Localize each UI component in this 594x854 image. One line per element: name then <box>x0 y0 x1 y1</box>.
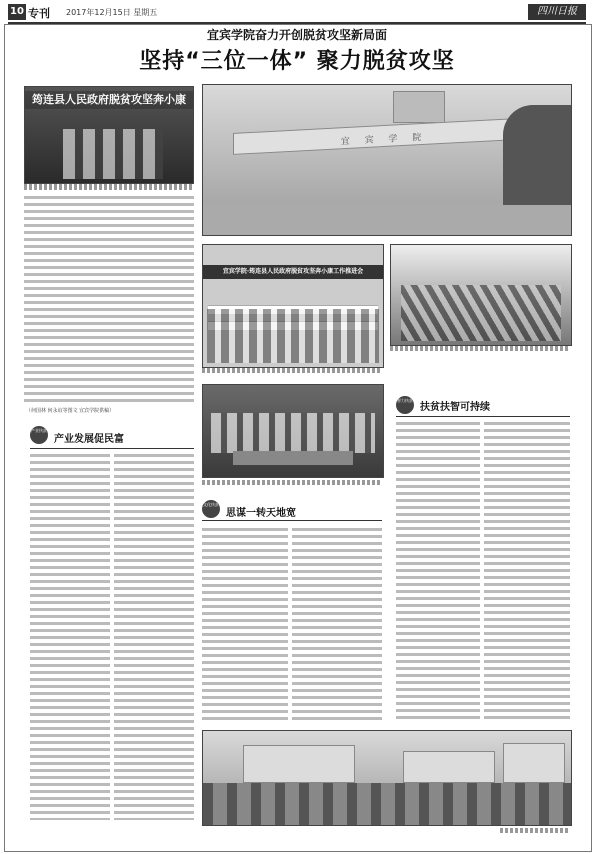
section-badge-industry: 产业扶贫 <box>30 426 48 444</box>
section-title-industry: 产业发展促民富 <box>54 434 124 445</box>
section-label: 专刊 <box>28 7 50 20</box>
signing-photo <box>202 384 384 478</box>
signing-table <box>233 451 353 465</box>
ceremony-banner: 筠连县人民政府脱贫攻坚奔小康 <box>25 91 193 109</box>
headline-subtitle: 宜宾学院奋力开创脱贫攻坚新局面 <box>206 28 387 42</box>
meeting-caption <box>202 368 382 373</box>
culture-text-col1 <box>202 526 288 722</box>
campus-lawn <box>203 783 571 825</box>
meeting-photo <box>202 244 384 368</box>
meeting-banner: 宜宾学院·筠连县人民政府脱贫攻坚奔小康工作推进会 <box>203 265 383 279</box>
gate-sign: 宜 宾 学 院 <box>340 132 428 148</box>
campus-building-left <box>243 745 355 783</box>
conference-attendees <box>401 285 561 341</box>
section-title-culture: 思谋一转天地宽 <box>226 508 296 519</box>
industry-text-col1 <box>30 452 110 820</box>
campus-building-right <box>503 743 565 783</box>
signing-caption <box>202 480 382 485</box>
article-byline: （何国林 何永谊等图文 宜宾学院供稿） <box>26 408 115 414</box>
gate-arch <box>233 117 535 155</box>
conference-caption <box>390 346 570 351</box>
conference-photo <box>390 244 572 346</box>
header-rule <box>8 22 586 24</box>
page-number: 10 <box>8 4 26 20</box>
gate-road <box>203 203 571 235</box>
issue-date: 2017年12月15日 星期五 <box>66 8 158 17</box>
ceremony-caption <box>24 184 192 190</box>
section-rule-culture <box>202 520 382 521</box>
section-title-intellectual: 扶贫扶智可持续 <box>420 402 490 413</box>
gate-trees <box>503 105 571 205</box>
campus-caption <box>500 828 570 833</box>
campus-building-center <box>403 751 495 783</box>
campus-gate-photo <box>202 84 572 236</box>
intellectual-text-col2 <box>484 420 570 720</box>
page-header <box>8 4 586 22</box>
culture-text-col2 <box>292 526 382 722</box>
headline-title: 坚持“三位一体” 聚力脱贫攻坚 <box>139 49 455 74</box>
newspaper-masthead: 四川日报 <box>528 4 586 20</box>
section-badge-intellectual: 智力扶贫 <box>396 396 414 414</box>
section-rule-industry <box>30 448 194 449</box>
intro-text <box>24 194 194 404</box>
meeting-attendees <box>207 309 379 363</box>
section-rule-intellectual <box>396 416 570 417</box>
section-badge-culture: 文化扶贫 <box>202 500 220 518</box>
campus-photo <box>202 730 572 826</box>
ceremony-people <box>63 129 163 179</box>
intellectual-text-col1 <box>396 420 480 720</box>
ceremony-photo <box>24 86 194 184</box>
signing-people <box>211 413 375 453</box>
gate-building <box>393 91 445 123</box>
industry-text-col2 <box>114 452 194 820</box>
